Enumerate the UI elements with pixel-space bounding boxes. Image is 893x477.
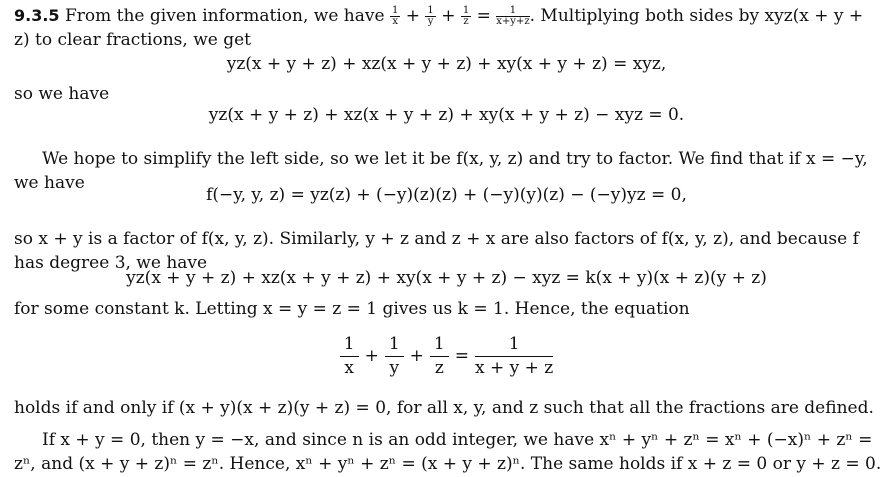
fraction-one-over-x: $\frac{1}{x}$ (391, 5, 399, 27)
intro-text: From the given information, we have (64, 6, 385, 26)
big-fraction-one-over-sum: $\frac{1}{x + y + z}$ (474, 334, 554, 378)
holds-paragraph: holds if and only if (x + y)(x + z)(y + z) = 0, for all x, y, and z such that all the fractions are defined. (14, 398, 874, 418)
constant-paragraph: for some constant k. Letting x = y = z = 1 gives us k = 1. Hence, the equation (14, 299, 690, 319)
intro-paragraph: 9.3.5 From the given information, we have $\frac{1}{x}$ + $\frac{1}{y}$ + $\frac{1}{z}$ = $\frac{1}{x+y+z}$ . Multiplying both sides by xyz(x + y + z) to clear fractions, we get (14, 5, 864, 50)
equation-cleared: yz(x + y + z) + xz(x + y + z) + xy(x + y + z) = xyz, (226, 54, 667, 74)
final-paragraph: If x + y = 0, then y = −x, and since n is an odd integer, we have xⁿ + yⁿ + zⁿ = xⁿ + (−x)ⁿ + zⁿ = zⁿ, and (x + y + z)ⁿ = zⁿ. Hence, xⁿ + yⁿ + zⁿ = (x + y + z)ⁿ. The same holds if x + z = 0 or y + z = 0. (14, 430, 882, 474)
big-fraction-one-over-y: $\frac{1}{y}$ (385, 336, 404, 377)
fraction-one-over-sum: $\frac{1}{x+y+z}$ (496, 5, 530, 27)
factor-paragraph: so x + y is a factor of f(x, y, z). Similarly, y + z and z + x are also factors of f(x, y, z), and because f has degree 3, we have (14, 229, 859, 273)
big-fraction-one-over-z: $\frac{1}{z}$ (430, 336, 449, 377)
fraction-one-over-y: $\frac{1}{y}$ (427, 5, 434, 27)
fraction-one-over-z: $\frac{1}{z}$ (462, 5, 470, 27)
equation-factored: yz(x + y + z) + xz(x + y + z) + xy(x + y + z) − xyz = k(x + y)(x + z)(y + z) (126, 268, 767, 288)
equation-substitution: f(−y, y, z) = yz(z) + (−y)(z)(z) + (−y)(y)(z) − (−y)yz = 0, (206, 185, 687, 205)
problem-number: 9.3.5 (14, 6, 60, 25)
equation-fraction: $\frac{1}{x}$ + $\frac{1}{y}$ + $\frac{1}{z}$ = $\frac{1}{x + y + z}$ (0, 336, 893, 377)
simplify-paragraph: We hope to simplify the left side, so we let it be f(x, y, z) and try to factor. We find that if x = −y, we have (14, 149, 868, 193)
so-we-have-text: so we have (14, 84, 110, 104)
equation-rearranged: yz(x + y + z) + xz(x + y + z) + xy(x + y + z) − xyz = 0. (208, 105, 685, 125)
big-fraction-one-over-x: $\frac{1}{x}$ (340, 336, 359, 377)
intro-tail: . Multiplying both sides by xyz(x + y + z) to clear fractions, we get (14, 6, 864, 50)
